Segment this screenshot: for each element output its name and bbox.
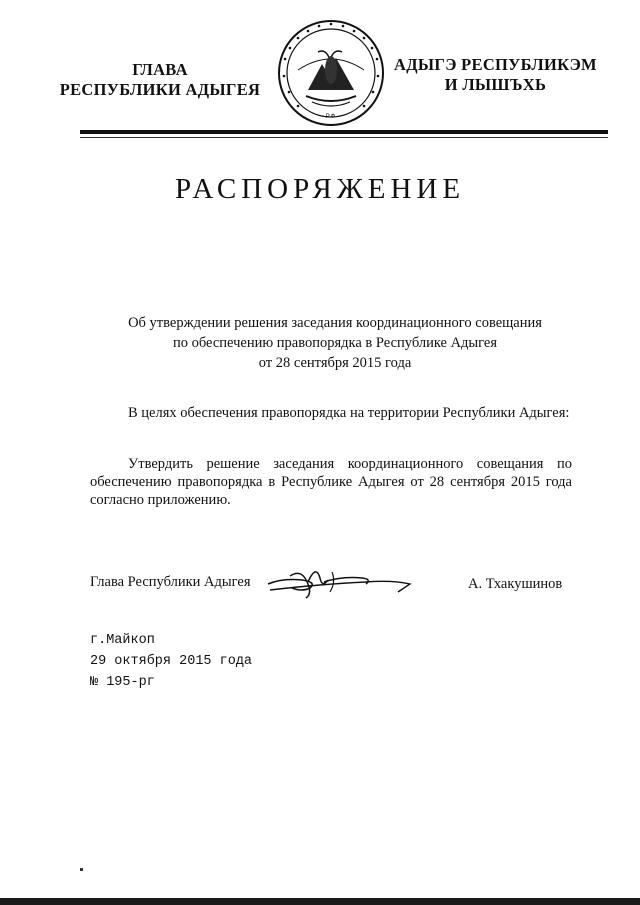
subject-line3: от 28 сентября 2015 года xyxy=(258,355,412,371)
paragraph-2-text: Утвердить решение заседания координационного совещания по обеспечению правопорядка в Республике Адыгея от 28 сентября 2015 года согласно приложению. xyxy=(90,456,572,508)
header-rule-thick xyxy=(80,130,608,134)
stamp-number: № 195-рг xyxy=(90,675,155,690)
header-rule-thin xyxy=(80,137,608,138)
body-paragraph-1 xyxy=(90,404,572,422)
signatory-name: А. Тхакушинов xyxy=(468,576,563,592)
paragraph-1-text: В целях обеспечения правопорядка на территории Республики Адыгея: xyxy=(128,405,570,421)
document-subject xyxy=(70,313,600,373)
header-left xyxy=(40,60,280,100)
header-right-line1: АДЫГЭ РЕСПУБЛИКЭМ xyxy=(394,55,597,74)
scan-mark xyxy=(80,868,83,871)
header-right xyxy=(388,55,603,95)
stamp-city: г.Майкоп xyxy=(90,633,155,648)
body-paragraph-2 xyxy=(90,455,572,509)
header-left-line2: РЕСПУБЛИКИ АДЫГЕЯ xyxy=(59,80,261,99)
signatory-position: Глава Республики Адыгея xyxy=(90,574,251,590)
svg-text:РФ: РФ xyxy=(325,114,337,120)
stamp-date: 29 октября 2015 года xyxy=(90,654,253,669)
subject-line2: по обеспечению правопорядка в Республике Адыгея xyxy=(172,335,498,351)
header-left-line1: ГЛАВА xyxy=(132,60,188,79)
handwritten-signature xyxy=(262,558,414,602)
document-type-title: РАСПОРЯЖЕНИЕ xyxy=(174,173,466,205)
subject-line1: Об утверждении решения заседания координационного совещания xyxy=(128,315,542,331)
scan-bottom-edge xyxy=(0,898,640,905)
header-right-line2: И ЛЫШЪХЬ xyxy=(444,75,547,94)
coat-of-arms-icon xyxy=(276,18,386,128)
